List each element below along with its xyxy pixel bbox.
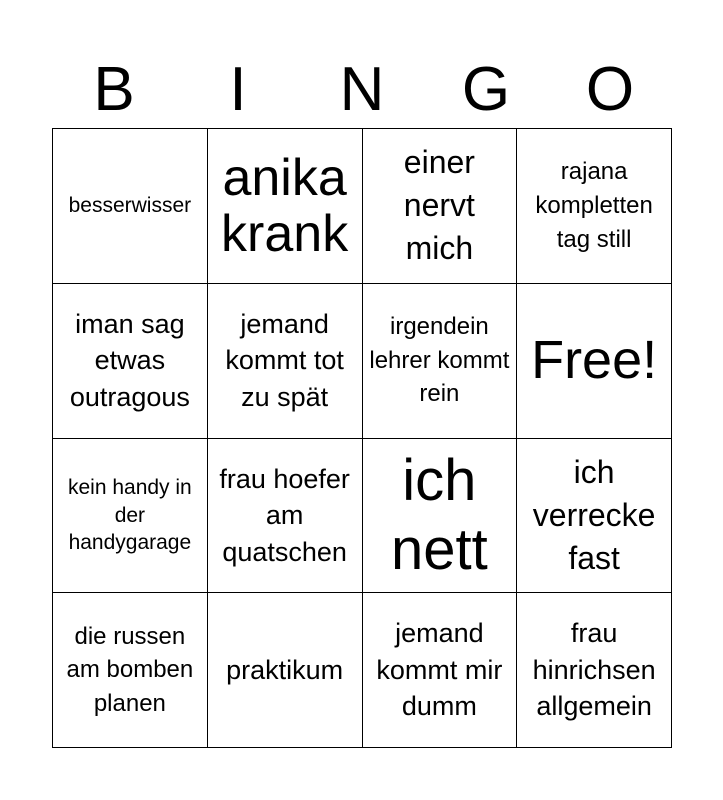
header-letter-o: O (585, 55, 635, 124)
bingo-cell[interactable] (53, 129, 208, 284)
bingo-cell[interactable] (363, 129, 518, 284)
bingo-cell-label: die russen am bomben planen (66, 622, 194, 717)
bingo-cell-label: besserwisser (68, 194, 192, 218)
bingo-cell-label: praktikum (226, 654, 344, 685)
bingo-cell-label: jemand kommt tot zu spät (225, 308, 344, 412)
free-space-cell[interactable] (517, 284, 672, 439)
bingo-header (52, 52, 672, 128)
bingo-cell-label: frau hinrichsen allgemein (532, 618, 656, 722)
header-letter-i: I (229, 55, 247, 124)
bingo-cell-label: ich verrecke fast (532, 453, 656, 576)
free-space-label: Free! (531, 330, 658, 391)
bingo-cell[interactable] (208, 129, 363, 284)
bingo-cell-label: irgendein lehrer kommt rein (369, 313, 510, 408)
header-letter-n: N (339, 55, 385, 124)
bingo-cell-label: anika krank (221, 148, 349, 263)
bingo-cell[interactable] (363, 439, 518, 594)
bingo-cell[interactable] (517, 129, 672, 284)
bingo-cell-label: iman sag etwas outragous (69, 308, 190, 412)
bingo-cell-label: rajana kompletten tag still (535, 158, 653, 253)
bingo-cell-label: kein handy in der handygarage (67, 476, 192, 555)
bingo-board (52, 128, 672, 748)
bingo-cell-label: ich nett (391, 447, 488, 583)
bingo-cell[interactable] (363, 284, 518, 439)
bingo-cell[interactable] (53, 284, 208, 439)
bingo-cell[interactable] (53, 593, 208, 748)
bingo-cell[interactable] (363, 593, 518, 748)
bingo-cell[interactable] (53, 439, 208, 594)
bingo-cell[interactable] (517, 593, 672, 748)
bingo-cell[interactable] (208, 439, 363, 594)
bingo-cell-label: frau hoefer am quatschen (219, 463, 350, 567)
header-letter-g: G (461, 55, 511, 124)
header-letter-b: B (93, 55, 135, 124)
bingo-cell[interactable] (208, 284, 363, 439)
bingo-cell[interactable] (208, 593, 363, 748)
bingo-cell-label: jemand kommt mir dumm (376, 618, 503, 722)
bingo-cell[interactable] (517, 439, 672, 594)
bingo-cell-label: einer nervt mich (403, 144, 475, 267)
